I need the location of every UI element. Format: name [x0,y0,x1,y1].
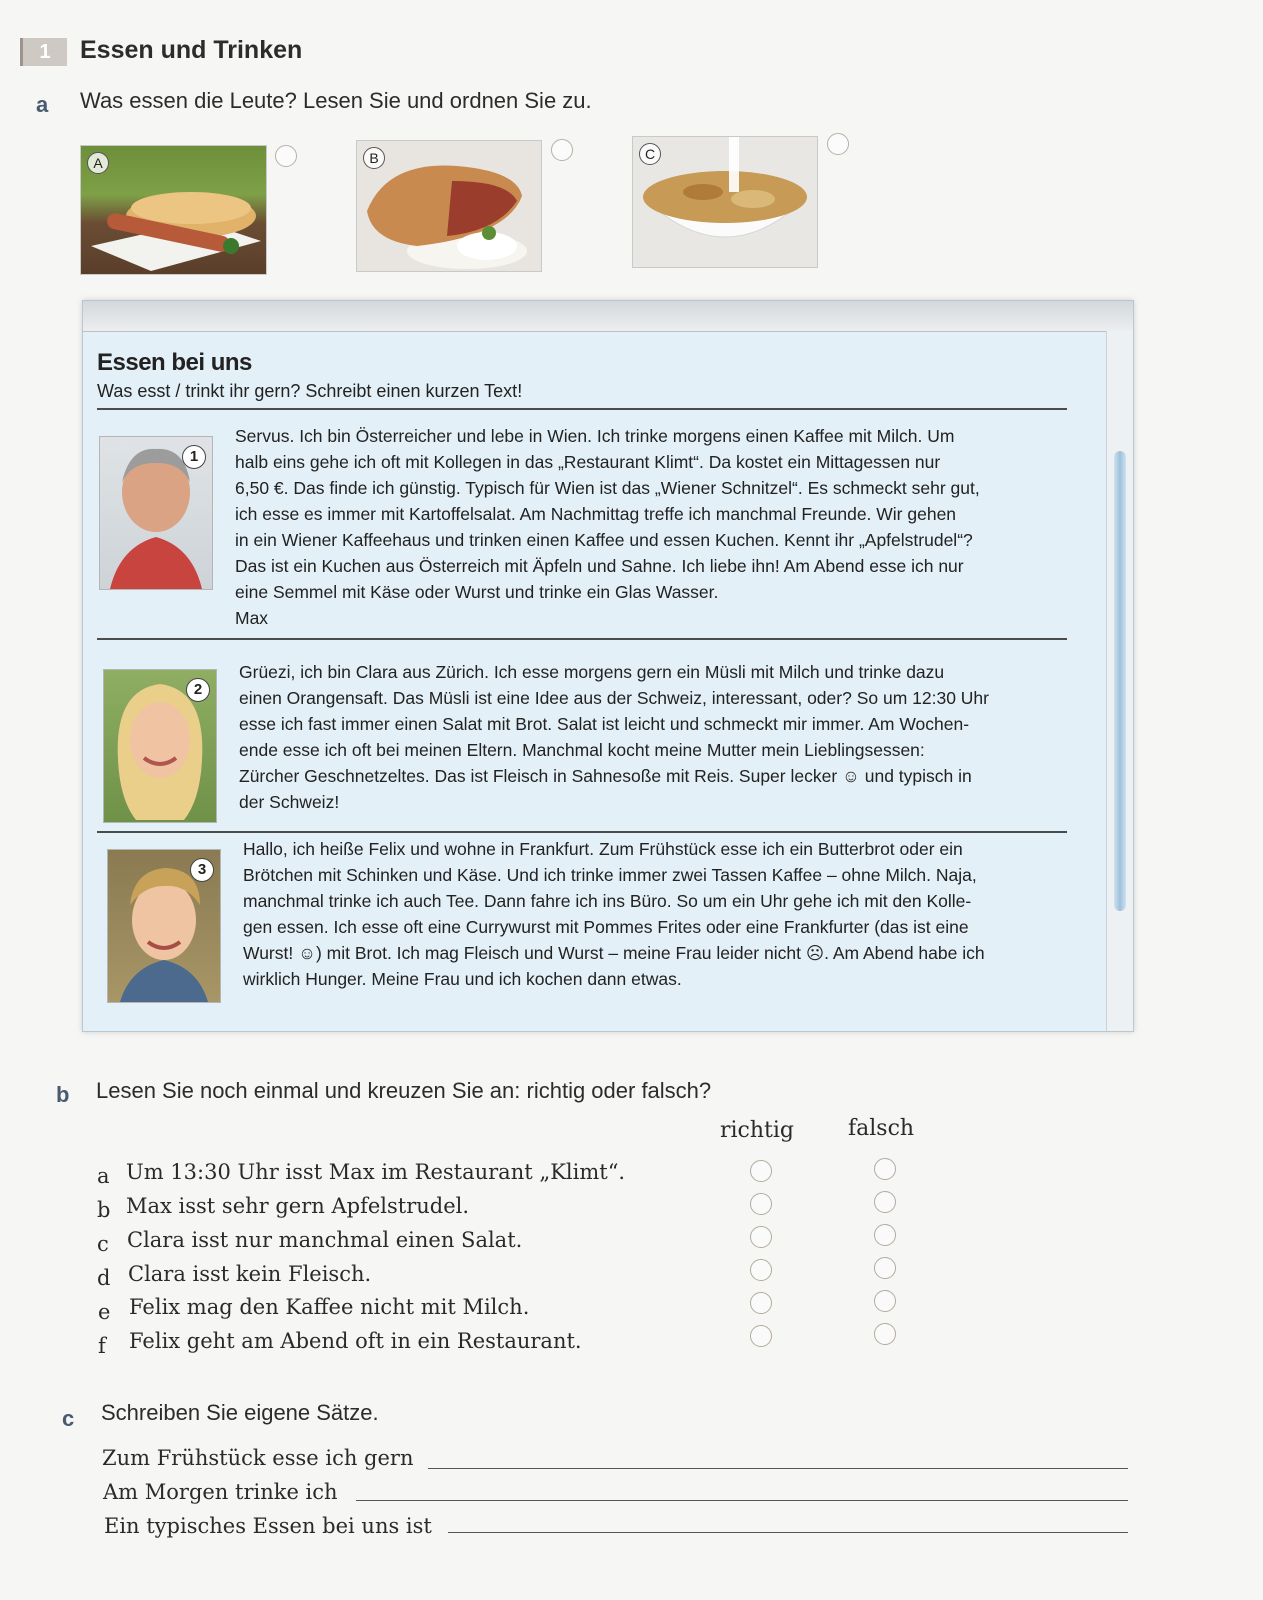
blog-divider [97,831,1067,833]
statement-letter: a [97,1164,110,1188]
avatar-number-2: 2 [186,678,210,702]
statement-text: Felix geht am Abend oft in ein Restaurant. [129,1329,582,1353]
avatar-clara [103,669,217,823]
post-max-text [235,423,980,631]
avatar-number-3: 3 [190,858,214,882]
blog-title: Essen bei uns [97,349,252,376]
statement-d-richtig-radio[interactable] [750,1259,772,1281]
statement-c-falsch-radio[interactable] [874,1224,896,1246]
photo-c-muesli [632,136,818,268]
avatar-felix [107,849,221,1003]
blog-divider [97,638,1067,640]
post-clara-text [239,659,989,815]
statement-text: Max isst sehr gern Apfelstrudel. [126,1194,470,1218]
answer-line-3[interactable] [448,1532,1128,1533]
statement-e-falsch-radio[interactable] [874,1290,896,1312]
photo-a-label: A [87,152,109,174]
statement-letter: d [97,1266,111,1290]
task-a-instruction: Was essen die Leute? Lesen Sie und ordnen Sie zu. [80,88,592,113]
post-line: ich esse es immer mit Kartoffelsalat. Am Nachmittag treffe ich manchmal Freunde. Wir gehen [235,504,957,524]
post-line: gen essen. Ich esse oft eine Currywurst mit Pommes Frites oder eine Frankfurter (das ist eine [243,917,969,937]
blog-divider [97,408,1067,410]
post-line: halb eins gehe ich oft mit Kollegen in das „Restaurant Klimt“. Da kostet ein Mittagessen nur [235,452,941,472]
post-line: Hallo, ich heiße Felix und wohne in Frankfurt. Zum Frühstück esse ich ein Butterbrot oder ein [243,839,963,859]
post-line: Wurst! ☺) mit Brot. Ich mag Fleisch und Wurst – meine Frau leider nicht ☹. Am Abend habe ich [243,943,985,963]
task-c-letter: c [62,1406,75,1431]
post-line: manchmal trinke ich auch Tee. Dann fahre ich ins Büro. So um ein Uhr gehe ich mit den Kolle- [243,891,972,911]
answer-line-2[interactable] [356,1500,1128,1501]
post-line: Servus. Ich bin Österreicher und lebe in Wien. Ich trinke morgens einen Kaffee mit Milch. Um [235,426,955,446]
statement-d-falsch-radio[interactable] [874,1257,896,1279]
statement-letter: c [97,1232,109,1256]
photo-a-answer-circle[interactable] [275,145,297,167]
post-signature: Max [235,608,269,628]
post-felix-text [243,836,985,992]
section-title: Essen und Trinken [80,36,303,64]
task-a-letter: a [36,92,49,117]
statement-a-falsch-radio[interactable] [874,1158,896,1180]
post-line: eine Semmel mit Käse oder Wurst und trinke ein Glas Wasser. [235,582,719,602]
statement-f-richtig-radio[interactable] [750,1325,772,1347]
sentence-prompt: Ein typisches Essen bei uns ist [104,1514,432,1538]
post-line: Brötchen mit Schinken und Käse. Und ich trinke immer zwei Tassen Kaffee – ohne Milch. Naja, [243,865,977,885]
post-line: Grüezi, ich bin Clara aus Zürich. Ich esse morgens gern ein Müsli mit Milch und trinke dazu [239,662,945,682]
statement-a-richtig-radio[interactable] [750,1160,772,1182]
answer-line-1[interactable] [428,1468,1128,1469]
sentence-prompt: Am Morgen trinke ich [103,1480,338,1504]
section-number-badge: 1 [20,38,67,66]
photo-a-hotdog [80,145,267,275]
column-header-falsch: falsch [848,1116,915,1141]
task-b-letter: b [56,1082,70,1107]
post-line: in ein Wiener Kaffeehaus und trinken einen Kaffee und essen Kuchen. Kennt ihr „Apfelstrudel“? [235,530,973,550]
statement-b-richtig-radio[interactable] [750,1193,772,1215]
photo-c-answer-circle[interactable] [827,133,849,155]
statement-text: Um 13:30 Uhr isst Max im Restaurant „Klimt“. [126,1160,626,1184]
blog-scrollbar-thumb[interactable] [1114,451,1126,911]
avatar-number-1: 1 [182,445,206,469]
post-line: der Schweiz! [239,792,340,812]
column-header-richtig: richtig [720,1118,795,1143]
statement-e-richtig-radio[interactable] [750,1292,772,1314]
statement-text: Clara isst nur manchmal einen Salat. [127,1228,523,1252]
blog-window [82,300,1134,1032]
post-line: wirklich Hunger. Meine Frau und ich kochen dann etwas. [243,969,682,989]
statement-text: Clara isst kein Fleisch. [128,1262,372,1286]
post-line: 6,50 €. Das finde ich günstig. Typisch für Wien ist das „Wiener Schnitzel“. Es schmeckt sehr gut, [235,478,980,498]
blog-scrollbar[interactable] [1106,331,1133,1031]
photo-c-label: C [639,143,661,165]
post-line: ende esse ich oft bei meinen Eltern. Manchmal kocht meine Mutter mein Lieblingsessen: [239,740,925,760]
statement-b-falsch-radio[interactable] [874,1191,896,1213]
post-line: esse ich fast immer einen Salat mit Brot. Salat ist leicht und schmeckt mir immer. Am Wochen- [239,714,970,734]
sentence-prompt: Zum Frühstück esse ich gern [102,1446,414,1470]
blog-subtitle: Was esst / trinkt ihr gern? Schreibt einen kurzen Text! [97,381,523,401]
statement-f-falsch-radio[interactable] [874,1323,896,1345]
blog-window-titlebar [83,301,1133,332]
post-line: Das ist ein Kuchen aus Österreich mit Äpfeln und Sahne. Ich liebe ihn! Am Abend esse ich nur [235,556,964,576]
statement-c-richtig-radio[interactable] [750,1226,772,1248]
statement-letter: e [98,1300,111,1324]
statement-text: Felix mag den Kaffee nicht mit Milch. [129,1295,530,1319]
photo-b-label: B [363,147,385,169]
post-line: Zürcher Geschnetzeltes. Das ist Fleisch in Sahnesoße mit Reis. Super lecker ☺ und typisch in [239,766,972,786]
statement-letter: b [97,1198,111,1222]
photo-b-answer-circle[interactable] [551,139,573,161]
photo-b-strudel [356,140,542,272]
avatar-max [99,436,213,590]
post-line: einen Orangensaft. Das Müsli ist eine Idee aus der Schweiz, interessant, oder? So um 12:30 Uhr [239,688,989,708]
task-c-instruction: Schreiben Sie eigene Sätze. [101,1400,379,1425]
statement-letter: f [98,1334,106,1358]
task-b-instruction: Lesen Sie noch einmal und kreuzen Sie an: richtig oder falsch? [96,1078,712,1103]
